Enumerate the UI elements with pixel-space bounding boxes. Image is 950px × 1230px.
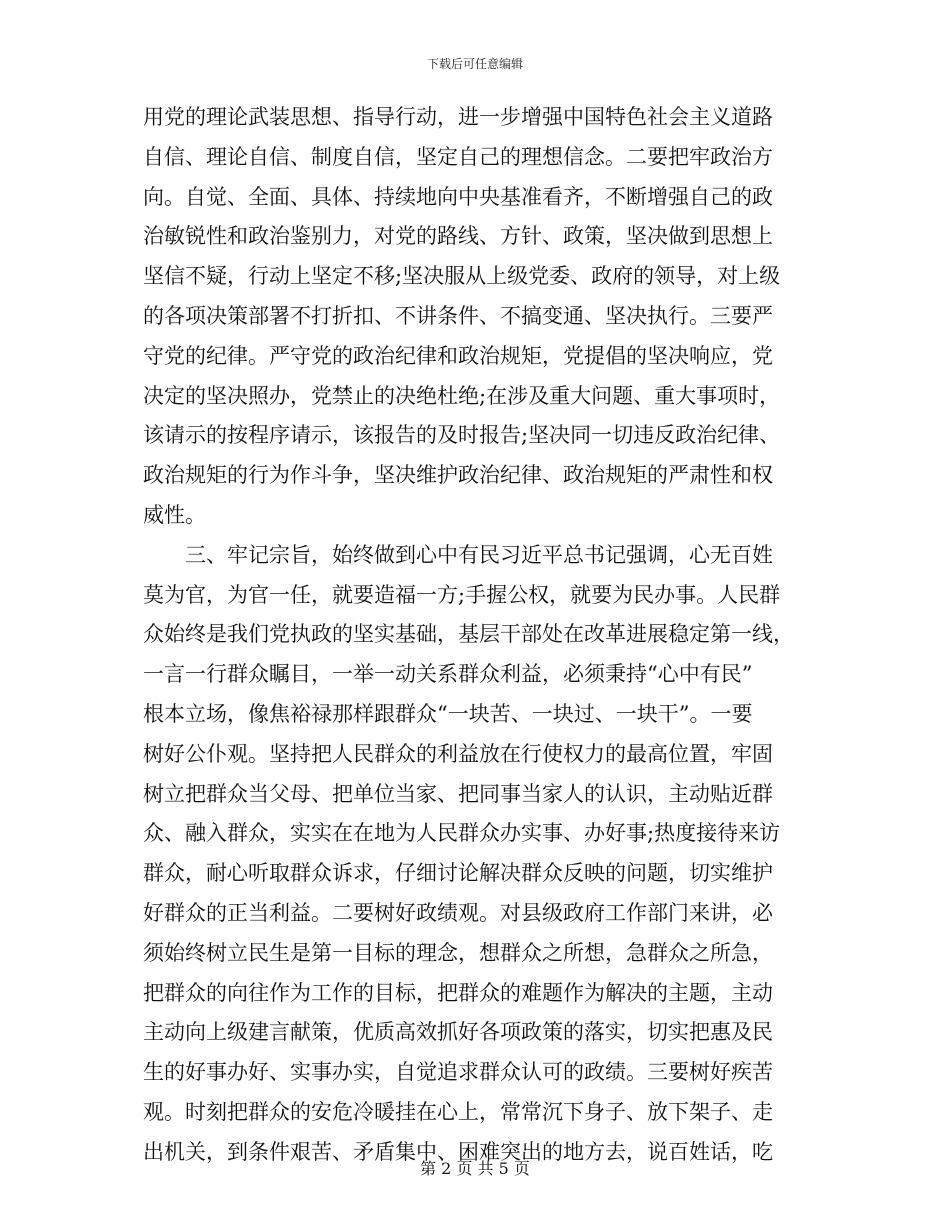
text-line: 坚信不疑，行动上坚定不移;坚决服从上级党委、政府的领导，对上级 (143, 264, 781, 289)
body-text (143, 98, 811, 1173)
text-line: 把群众的向往作为工作的目标，把群众的难题作为解决的主题，主动 (143, 980, 773, 1005)
text-line: 观。时刻把群众的安危冷暖挂在心上，常常沉下身子、放下架子、走 (143, 1099, 773, 1124)
text-line: 莫为官，为官一任，就要造福一方;手握公权，就要为民办事。人民群 (143, 582, 781, 607)
text-line: 群众，耐心听取群众诉求，仔细讨论解决群众反映的问题，切实维护 (143, 861, 773, 886)
text-line: 好群众的正当利益。二要树好政绩观。对县级政府工作部门来讲，必 (143, 900, 773, 925)
text-line: 用党的理论武装思想、指导行动，进一步增强中国特色社会主义道路 (143, 105, 773, 129)
text-line: 决定的坚决照办，党禁止的决绝杜绝;在涉及重大问题、重大事项时， (143, 383, 781, 408)
text-line: 向。自觉、全面、具体、持续地向中央基准看齐，不断增强自己的政 (143, 184, 773, 209)
page-header: 下载后可任意编辑 (426, 57, 523, 71)
text-line: 自信、理论自信、制度自信，坚定自己的理想信念。二要把牢政治方 (143, 144, 773, 169)
text-line: 守党的纪律。严守党的政治纪律和政治规矩，党提倡的坚决响应，党 (143, 343, 773, 368)
text-line: 一言一行群众瞩目，一举一动关系群众利益，必须秉持“心中有民” (143, 662, 753, 687)
paragraph-start-line: 三、牢记宗旨，始终做到心中有民习近平总书记强调，心无百姓 (185, 542, 773, 567)
text-line: 该请示的按程序请示，该报告的及时报告;坚决同一切违反政治纪律、 (143, 423, 781, 448)
text-line: 出机关，到条件艰苦、矛盾集中、困难突出的地方去，说百姓话，吃 (143, 1139, 773, 1164)
text-line: 树好公仆观。坚持把人民群众的利益放在行使权力的最高位置，牢固 (143, 741, 773, 766)
text-line: 众始终是我们党执政的坚实基础，基层干部处在改革进展稳定第一线， (143, 622, 794, 647)
text-line: 根本立场，像焦裕禄那样跟群众“一块苦、一块过、一块干”。一要 (143, 701, 753, 726)
text-line: 主动向上级建言献策，优质高效抓好各项政策的落实，切实把惠及民 (143, 1020, 773, 1045)
page-footer: 第 2 页 共 5 页 (420, 1159, 530, 1178)
text-line: 威性。 (143, 502, 206, 527)
text-line: 须始终树立民生是第一目标的理念，想群众之所想，急群众之所急， (143, 940, 773, 965)
text-line: 生的好事办好、实事办实，自觉追求群众认可的政绩。三要树好疾苦 (143, 1060, 773, 1085)
text-line: 众、融入群众，实实在在地为人民群众办实事、办好事;热度接待来访 (143, 821, 781, 846)
text-line: 树立把群众当父母、把单位当家、把同事当家人的认识，主动贴近群 (143, 781, 773, 806)
text-line: 治敏锐性和政治鉴别力，对党的路线、方针、政策，坚决做到思想上 (143, 224, 773, 249)
text-line: 政治规矩的行为作斗争，坚决维护政治纪律、政治规矩的严肃性和权 (143, 463, 773, 488)
text-line: 的各项决策部署不打折扣、不讲条件、不搞变通、坚决执行。三要严 (143, 303, 773, 328)
